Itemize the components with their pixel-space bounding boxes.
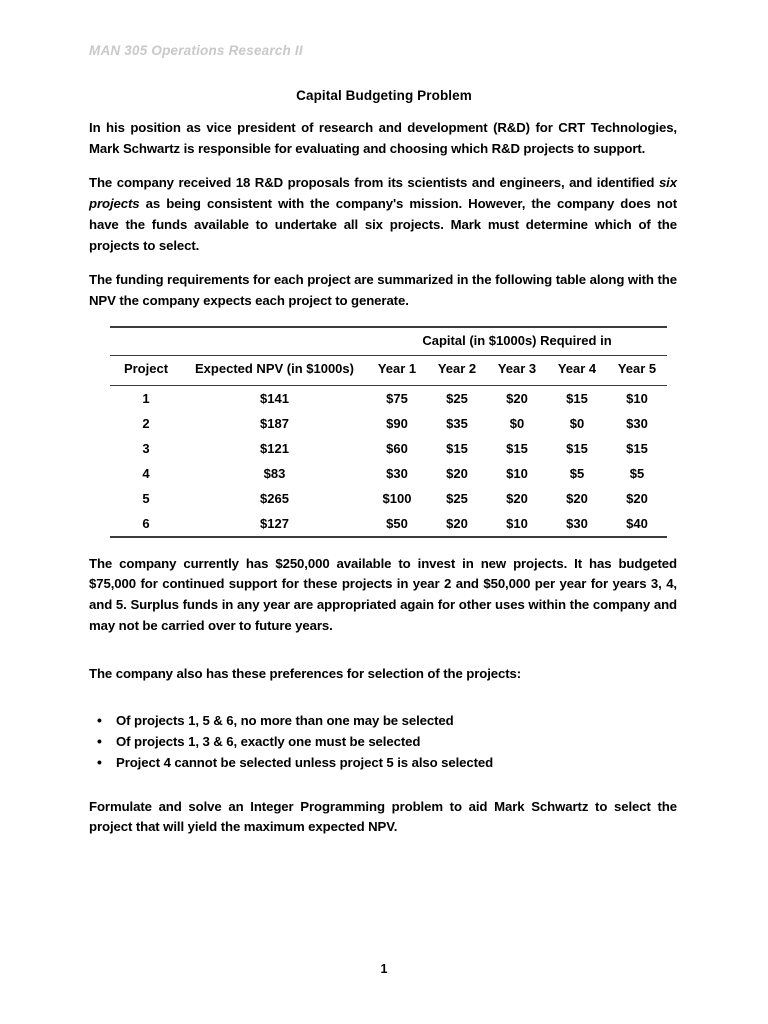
table-body <box>110 385 667 537</box>
table-row <box>110 436 667 461</box>
proposals-text-b: as being consistent with the company's mission. However, the company does not have the funds available to undertake all six projects. Mark must determine which of the projects to select. <box>89 196 677 253</box>
cell-year-4: $15 <box>566 440 588 456</box>
paragraph-closing: Formulate and solve an Integer Programming problem to aid Mark Schwartz to select the project that will yield the maximum expected NPV. <box>89 798 677 835</box>
column-header-year-5: Year 5 <box>607 355 667 385</box>
document-body <box>89 118 677 838</box>
list-item: • Of projects 1, 5 & 6, no more than one may be selected <box>89 711 677 731</box>
cell-year-3: $0 <box>509 415 525 431</box>
spacer <box>89 651 677 664</box>
table-row <box>110 411 667 436</box>
cell-year-5: $15 <box>626 440 648 456</box>
preferences-list <box>89 711 677 773</box>
cell-year-1: $50 <box>367 511 427 537</box>
cell-npv: $265 <box>260 490 289 506</box>
column-header-year-1: Year 1 <box>367 355 427 385</box>
cell-year-4: $20 <box>566 490 588 506</box>
table-row <box>110 511 667 537</box>
cell-year-5: $20 <box>626 490 648 506</box>
cell-year-1: $100 <box>382 490 412 506</box>
cell-year-5: $30 <box>626 415 648 431</box>
group-header-spacer-project <box>110 327 182 356</box>
spacer <box>89 698 677 711</box>
spacer <box>89 775 677 797</box>
group-header-capital: Capital (in $1000s) Required in <box>367 327 667 356</box>
cell-year-5: $10 <box>626 390 648 406</box>
cell-project: 5 <box>142 490 150 506</box>
cell-year-1: $60 <box>386 440 408 456</box>
page-number: 1 <box>380 962 388 976</box>
cell-year-1: $90 <box>386 415 408 431</box>
cell-year-3: $10 <box>487 511 547 537</box>
cell-project: 4 <box>142 465 150 481</box>
cell-npv: $141 <box>260 390 289 406</box>
running-header: MAN 305 Operations Research II <box>89 43 303 58</box>
column-header-project: Project <box>110 355 182 385</box>
column-header-npv: Expected NPV (in $1000s) <box>182 355 367 385</box>
cell-npv: $83 <box>263 465 286 481</box>
table-column-header-row <box>110 355 667 385</box>
cell-year-2: $25 <box>446 490 468 506</box>
column-header-year-4: Year 4 <box>547 355 607 385</box>
paragraph-preferences-lead: The company also has these preferences for selection of the projects: <box>89 665 522 681</box>
page-title: Capital Budgeting Problem <box>296 88 472 103</box>
capital-budget-table <box>110 326 667 538</box>
cell-year-2: $35 <box>446 415 468 431</box>
table-row <box>110 461 667 486</box>
cell-project: 6 <box>110 511 182 537</box>
list-item: • Project 4 cannot be selected unless project 5 is also selected <box>89 753 677 773</box>
cell-npv: $121 <box>260 440 289 456</box>
cell-year-4: $30 <box>547 511 607 537</box>
cell-year-2: $20 <box>427 511 487 537</box>
paragraph-intro: In his position as vice president of research and development (R&D) for CRT Technologies, Mark Schwartz is responsible for evaluating and choosing which R&D projects to support. <box>89 120 677 156</box>
cell-year-2: $15 <box>446 440 468 456</box>
cell-project: 1 <box>142 390 150 406</box>
cell-npv: $127 <box>182 511 367 537</box>
cell-year-3: $20 <box>506 490 528 506</box>
cell-year-4: $15 <box>566 390 588 406</box>
cell-year-1: $75 <box>386 390 408 406</box>
cell-project: 3 <box>142 440 150 456</box>
cell-year-3: $10 <box>506 465 528 481</box>
cell-project: 2 <box>142 415 150 431</box>
cell-year-2: $20 <box>446 465 468 481</box>
table-group-header-row <box>110 327 667 356</box>
proposals-text-a: The company received 18 R&D proposals from its scientists and engineers, and identified <box>89 175 659 191</box>
column-header-year-2: Year 2 <box>427 355 487 385</box>
paragraph-budget-note: The company currently has $250,000 available to invest in new projects. It has budgeted $75,000 for continued support for these projects in year 2 and $50,000 per year for years 3, 4, and 5. Surplus funds in any year are appropriated again for other uses within the company and may not be carried over to future years. <box>89 555 677 633</box>
cell-year-5: $40 <box>607 511 667 537</box>
paragraph-proposals <box>89 173 677 256</box>
column-header-year-3: Year 3 <box>487 355 547 385</box>
budget-table-container <box>89 326 677 538</box>
cell-year-3: $20 <box>506 390 528 406</box>
cell-year-3: $15 <box>506 440 528 456</box>
cell-year-4: $5 <box>569 465 585 481</box>
paragraph-table-lead: The funding requirements for each project are summarized in the following table along with the NPV the company expects each project to generate. <box>89 272 677 309</box>
six-projects-emphasis: six projects <box>89 175 677 212</box>
cell-year-2: $25 <box>446 390 468 406</box>
table-row <box>110 486 667 511</box>
table-head <box>110 327 667 386</box>
list-item: • Of projects 1, 3 & 6, exactly one must be selected <box>89 732 677 752</box>
cell-year-4: $0 <box>569 415 585 431</box>
group-header-spacer-npv <box>182 327 367 356</box>
cell-year-5: $5 <box>629 465 645 481</box>
table-row <box>110 385 667 411</box>
cell-year-1: $30 <box>386 465 408 481</box>
cell-npv: $187 <box>260 415 289 431</box>
